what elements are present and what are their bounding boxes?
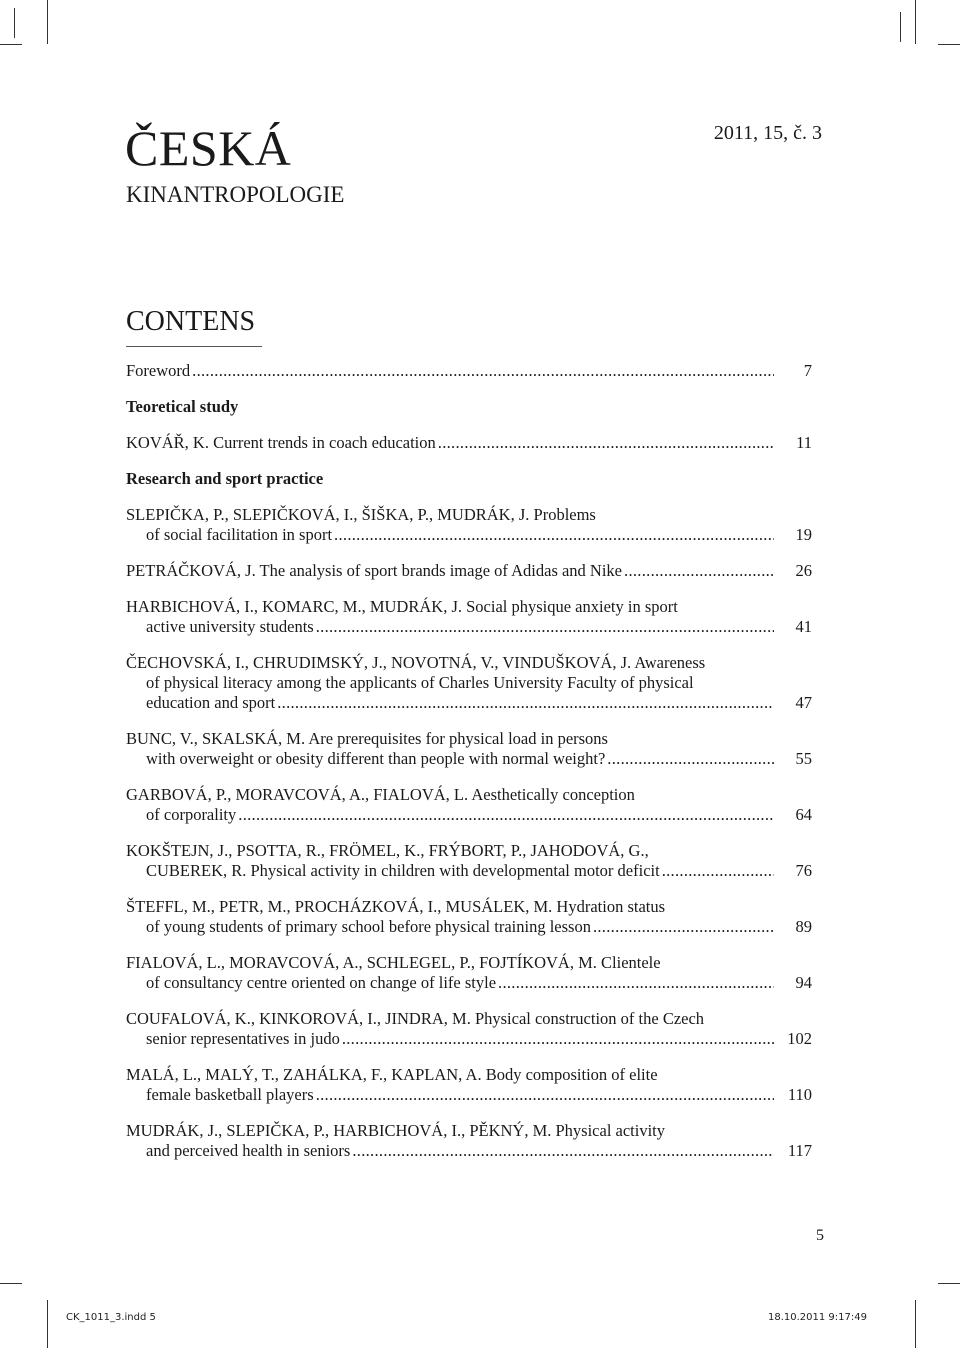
slug-timestamp: 18.10.2011 9:17:49	[768, 1312, 867, 1323]
toc-entry[interactable]	[126, 785, 812, 825]
entry-line: ŠTEFFL, M., PETR, M., PROCHÁZKOVÁ, I., MUSÁLEK, M. Hydration status	[126, 897, 666, 916]
crop-mark-bottom-left-h	[0, 1283, 22, 1284]
entry-line: HARBICHOVÁ, I., KOMARC, M., MUDRÁK, J. Social physique anxiety in sport	[126, 597, 678, 616]
entry-line: FIALOVÁ, L., MORAVCOVÁ, A., SCHLEGEL, P., FOJTÍKOVÁ, M. Clientele	[126, 953, 661, 972]
toc-entry[interactable]	[126, 505, 812, 545]
dot-leader	[316, 1085, 774, 1105]
dot-leader	[352, 1141, 774, 1161]
dot-leader	[593, 917, 774, 937]
page-ref: 41	[795, 617, 812, 636]
dot-leader	[192, 361, 774, 381]
page-ref: 76	[795, 861, 812, 880]
entry-line: of consultancy centre oriented on change of life style	[146, 973, 497, 992]
page-ref: 11	[796, 433, 812, 452]
entry-line: of physical literacy among the applicants of Charles University Faculty of physical	[146, 673, 694, 692]
entry-line: CUBEREK, R. Physical activity in children with developmental motor deficit	[146, 861, 660, 880]
crop-mark-bottom-left-v	[47, 1300, 48, 1348]
page-ref: 64	[795, 805, 812, 824]
page-ref: 7	[803, 361, 812, 380]
journal-title: ČESKÁ	[125, 120, 292, 176]
entry-line: female basketball players	[146, 1085, 314, 1104]
toc-entry[interactable]	[126, 897, 812, 937]
entry-line: senior representatives in judo	[146, 1029, 340, 1048]
page-ref: 55	[795, 749, 812, 768]
page-ref: 47	[795, 693, 812, 712]
crop-mark-top-right-h	[938, 44, 960, 45]
dot-leader	[498, 973, 774, 993]
toc-entry[interactable]	[126, 841, 812, 881]
page-ref: 26	[795, 561, 812, 580]
page-ref: 89	[795, 917, 812, 936]
entry-title: KOVÁŘ, K. Current trends in coach education	[126, 433, 436, 452]
toc-entry[interactable]	[126, 953, 812, 993]
section-heading: Teoretical study	[126, 397, 239, 416]
crop-mark-top-right-v2	[900, 12, 901, 42]
entry-line: MALÁ, L., MALÝ, T., ZAHÁLKA, F., KAPLAN, A. Body composition of elite	[126, 1065, 658, 1084]
issue-info: 2011, 15, č. 3	[713, 122, 822, 144]
entry-title: Foreword	[126, 361, 191, 380]
entry-line: and perceived health in seniors	[146, 1141, 351, 1160]
toc-entry-foreword[interactable]	[126, 361, 812, 381]
entry-line: MUDRÁK, J., SLEPIČKA, P., HARBICHOVÁ, I., PĚKNÝ, M. Physical activity	[126, 1121, 666, 1140]
journal-subtitle: KINANTROPOLOGIE	[126, 182, 345, 207]
slug-filename: CK_1011_3.indd 5	[66, 1312, 156, 1323]
entry-line: education and sport	[146, 693, 276, 712]
page-ref: 19	[795, 525, 812, 544]
entry-line: PETRÁČKOVÁ, J. The analysis of sport brands image of Adidas and Nike	[126, 561, 623, 580]
page-ref: 94	[795, 973, 812, 992]
toc-entry[interactable]	[126, 561, 812, 581]
dot-leader	[662, 861, 774, 881]
page-ref: 102	[787, 1029, 812, 1048]
dot-leader	[238, 805, 774, 825]
entry-line: of corporality	[146, 805, 237, 824]
toc-entry[interactable]	[126, 1121, 812, 1161]
entry-line: with overweight or obesity different than people with normal weight?	[146, 749, 606, 768]
toc-entry[interactable]	[126, 653, 812, 713]
dot-leader	[342, 1029, 774, 1049]
dot-leader	[438, 433, 774, 453]
entry-line: of young students of primary school before physical training lesson	[146, 917, 591, 936]
toc-entry[interactable]	[126, 1065, 812, 1105]
entry-line: SLEPIČKA, P., SLEPIČKOVÁ, I., ŠIŠKA, P., MUDRÁK, J. Problems	[126, 505, 596, 524]
dot-leader	[607, 749, 774, 769]
entry-line: COUFALOVÁ, K., KINKOROVÁ, I., JINDRA, M. Physical construction of the Czech	[126, 1009, 705, 1028]
dot-leader	[624, 561, 774, 581]
entry-line: ČECHOVSKÁ, I., CHRUDIMSKÝ, J., NOVOTNÁ, V., VINDUŠKOVÁ, J. Awareness	[126, 653, 706, 672]
dot-leader	[316, 617, 774, 637]
page-number: 5	[816, 1227, 824, 1244]
entry-line: active university students	[146, 617, 314, 636]
section-heading: Research and sport practice	[126, 469, 324, 488]
dot-leader	[334, 525, 774, 545]
page-ref: 117	[787, 1141, 812, 1160]
toc-entry[interactable]	[126, 1009, 812, 1049]
crop-mark-top-left-v2	[14, 8, 15, 38]
toc-entry[interactable]	[126, 729, 812, 769]
dot-leader	[277, 693, 774, 713]
entry-line: BUNC, V., SKALSKÁ, M. Are prerequisites for physical load in persons	[126, 729, 608, 748]
crop-mark-bottom-right-v	[915, 1300, 916, 1348]
toc-entry[interactable]	[126, 433, 812, 453]
contents-heading: CONTENS	[126, 306, 256, 337]
crop-mark-top-left-v	[47, 0, 48, 44]
crop-mark-top-right-v	[915, 0, 916, 44]
entry-line: KOKŠTEJN, J., PSOTTA, R., FRÖMEL, K., FRÝBORT, P., JAHODOVÁ, G.,	[126, 841, 649, 860]
toc-entry[interactable]	[126, 597, 812, 637]
page-ref: 110	[787, 1085, 812, 1104]
entry-line: of social facilitation in sport	[146, 525, 333, 544]
entry-line: GARBOVÁ, P., MORAVCOVÁ, A., FIALOVÁ, L. Aesthetically conception	[126, 785, 635, 804]
crop-mark-bottom-right-h	[938, 1283, 960, 1284]
crop-mark-top-left-h	[0, 44, 22, 45]
heading-rule	[126, 346, 262, 347]
table-of-contents	[126, 361, 812, 1161]
